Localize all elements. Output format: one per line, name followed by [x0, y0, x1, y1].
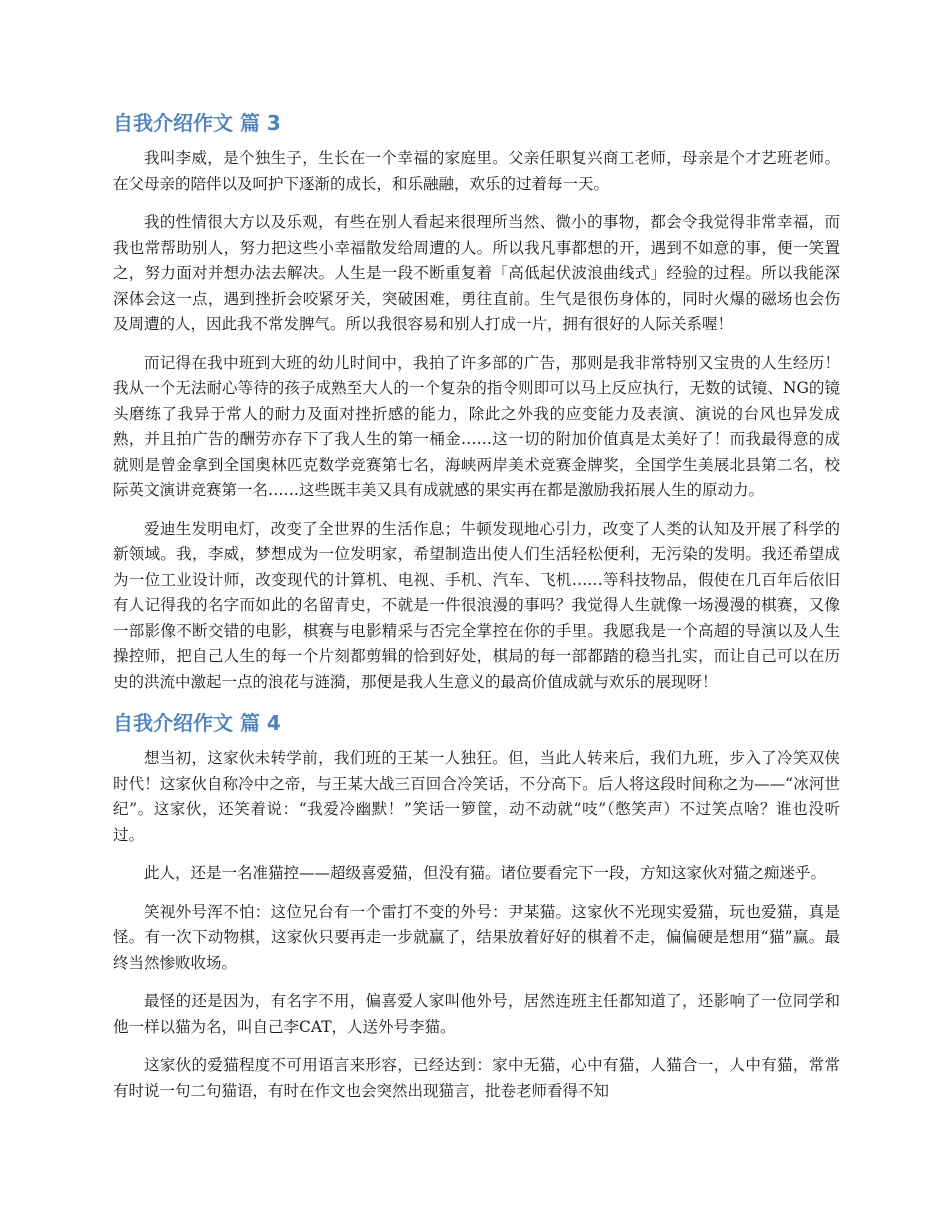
paragraph: 我叫李威，是个独生子，生长在一个幸福的家庭里。父亲任职复兴商工老师，母亲是个才艺班老师。在父母亲的陪伴以及呵护下逐渐的成长，和乐融融，欢乐的过着每一天。	[113, 149, 840, 193]
paragraph: 而记得在我中班到大班的幼儿时间中，我拍了许多部的广告，那则是我非常特别又宝贵的人生经历！我从一个无法耐心等待的孩子成熟至大人的一个复杂的指令则即可以马上反应执行，无数的试镜、NG的镜头磨练了我异于常人的耐力及面对挫折感的能力，除此之外我的应变能力及表演、演说的台风也异发成熟，并且拍广告的酬劳亦存下了我人生的第一桶金……这一切的附加价值真是太美好了！而我最得意的成就则是曾金拿到全国奥林匹克数学竞赛第七名，海峡两岸美术竞赛金牌奖，全国学生美展北县第二名，校际英文演讲竞赛第一名……这些既丰美又具有成就感的果实再在都是激励我拓展人生的原动力。	[113, 353, 840, 499]
document-page	[113, 108, 840, 1117]
paragraph: 笑视外号浑不怕：这位兄台有一个雷打不变的外号：尹某猫。这家伙不光现实爱猫，玩也爱猫，真是怪。有一次下动物棋，这家伙只要再走一步就赢了，结果放着好好的棋着不走，偏偏硬是想用“猫”赢。最终当然惨败收场。	[113, 902, 840, 972]
section-title: 自我介绍作文 篇 3	[113, 111, 281, 135]
essay-section-4	[113, 708, 840, 1104]
essay-section-3	[113, 108, 840, 695]
paragraph: 我的性情很大方以及乐观，有些在别人看起来很理所当然、微小的事物，都会令我觉得非常幸福，而我也常帮助别人，努力把这些小幸福散发给周遭的人。所以我凡事都想的开，遇到不如意的事，便一笑置之，努力面对并想办法去解决。人生是一段不断重复着「高低起伏波浪曲线式」经验的过程。所以我能深深体会这一点，遇到挫折会咬紧牙关，突破困难，勇往直前。生气是很伤身体的，同时火爆的磁场也会伤及周遭的人，因此我不常发脾气。所以我很容易和别人打成一片，拥有很好的人际关系喔！	[113, 213, 840, 333]
section-title: 自我介绍作文 篇 4	[113, 711, 281, 735]
paragraph: 此人，还是一名准猫控——超级喜爱猫，但没有猫。诸位要看完下一段，方知这家伙对猫之痴迷乎。	[144, 864, 827, 882]
paragraph: 最怪的还是因为，有名字不用，偏喜爱人家叫他外号，居然连班主任都知道了，还影响了一位同学和他一样以猫为名，叫自己李CAT，人送外号李猫。	[113, 992, 840, 1036]
paragraph: 这家伙的爱猫程度不可用语言来形容，已经达到：家中无猫，心中有猫，人猫合一，人中有猫，常常有时说一句二句猫语，有时在作文也会突然出现猫言，批卷老师看得不知	[113, 1056, 840, 1100]
paragraph: 想当初，这家伙未转学前，我们班的王某一人独狂。但，当此人转来后，我们九班，步入了冷笑双侠时代！这家伙自称冷中之帝，与王某大战三百回合冷笑话，不分高下。后人将这段时间称之为——“冰河世纪”。这家伙，还笑着说：“我爱冷幽默！”笑话一箩筐，动不动就“吱”（憋笑声）不过笑点啥？谁也没听过。	[113, 749, 840, 844]
paragraph: 爱迪生发明电灯，改变了全世界的生活作息；牛顿发现地心引力，改变了人类的认知及开展了科学的新领域。我，李威，梦想成为一位发明家，希望制造出使人们生活轻松便利，无污染的发明。我还希望成为一位工业设计师，改变现代的计算机、电视、手机、汽车、飞机……等科技物品，假使在几百年后依旧有人记得我的名字而如此的名留青史，不就是一件很浪漫的事吗？我觉得人生就像一场漫漫的棋赛，又像一部影像不断交错的电影，棋赛与电影精采与否完全掌控在你的手里。我愿我是一个高超的导演以及人生操控师，把自己人生的每一个片刻都剪辑的恰到好处，棋局的每一部都踏的稳当扎实，而让自己可以在历史的洪流中激起一点的浪花与涟漪，那便是我人生意义的最高价值成就与欢乐的展现呀！	[113, 519, 840, 691]
